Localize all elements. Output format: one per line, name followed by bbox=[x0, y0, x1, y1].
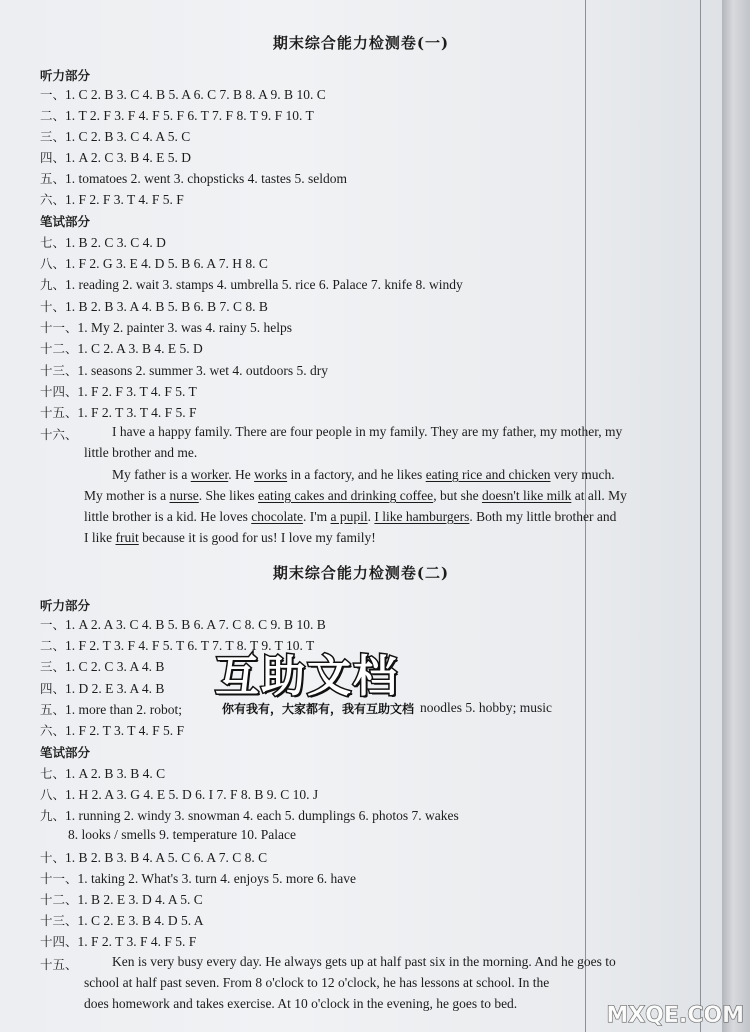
row-number: 七、 bbox=[40, 766, 66, 781]
answer-row bbox=[40, 700, 182, 718]
answer-row bbox=[40, 657, 164, 675]
essay-line: Ken is very busy every day. He always gets up at half past six in the morning. And he goes to bbox=[112, 954, 616, 969]
test2-title: 期末综合能力检测卷(二) bbox=[272, 564, 450, 582]
row-answers: 1. B 2. B 3. B 4. A 5. C 6. A 7. C 8. C bbox=[65, 850, 268, 865]
essay-number: 十六、 bbox=[40, 427, 78, 442]
answer-row bbox=[68, 827, 296, 843]
row-number: 十二、 bbox=[40, 341, 78, 356]
row-answers: 1. B 2. E 3. D 4. A 5. C bbox=[77, 892, 203, 907]
test1-written-label: 笔试部分 bbox=[40, 214, 91, 229]
row-number: 九、 bbox=[40, 808, 66, 823]
essay-line: little brother is a kid. He loves chocolate. I'm a pupil. I like hamburgers. Both my little brother and bbox=[84, 509, 617, 524]
answer-row bbox=[40, 932, 196, 950]
row-answers: 1. C 2. B 3. C 4. B 5. A 6. C 7. B 8. A 9. B 10. C bbox=[65, 87, 326, 102]
essay-line: I have a happy family. There are four people in my family. They are my father, my mother, my bbox=[112, 424, 623, 439]
row-answers: 1. D 2. E 3. A 4. B bbox=[65, 681, 165, 696]
row-number: 二、 bbox=[40, 108, 66, 123]
row-number: 三、 bbox=[40, 129, 66, 144]
row-answers: 1. reading 2. wait 3. stamps 4. umbrella 5. rice 6. Palace 7. knife 8. windy bbox=[65, 277, 463, 292]
answer-row bbox=[40, 127, 190, 145]
row-number: 五、 bbox=[40, 702, 66, 717]
answer-row bbox=[40, 361, 328, 379]
answer-row bbox=[40, 785, 318, 803]
row-answers: 1. C 2. E 3. B 4. D 5. A bbox=[77, 913, 204, 928]
essay-line: school at half past seven. From 8 o'clock to 12 o'clock, he has lessons at school. In the bbox=[84, 975, 550, 990]
row-answers: 1. F 2. F 3. T 4. F 5. T bbox=[77, 384, 197, 399]
row-number: 五、 bbox=[40, 171, 66, 186]
row-number: 一、 bbox=[40, 617, 66, 632]
row-number: 四、 bbox=[40, 681, 66, 696]
watermark-slogan: 你有我有，大家都有，我有互助文档 bbox=[222, 702, 415, 716]
row-answers: 1. C 2. B 3. C 4. A 5. C bbox=[65, 129, 191, 144]
row-number: 八、 bbox=[40, 787, 66, 802]
row-answers: 1. A 2. C 3. B 4. E 5. D bbox=[65, 150, 192, 165]
answer-row bbox=[40, 403, 197, 421]
answer-row bbox=[40, 848, 267, 866]
row-number: 六、 bbox=[40, 723, 66, 738]
corner-watermark: MXQE.COM bbox=[606, 1003, 744, 1028]
essay-line: I like fruit because it is good for us! I love my family! bbox=[84, 530, 376, 545]
row-answers: 1. T 2. F 3. F 4. F 5. F 6. T 7. F 8. T 9. F 10. T bbox=[65, 108, 314, 123]
row-answers: 1. B 2. B 3. A 4. B 5. B 6. B 7. C 8. B bbox=[65, 299, 268, 314]
row-number: 十、 bbox=[40, 299, 66, 314]
row-answers: 1. running 2. windy 3. snowman 4. each 5. dumplings 6. photos 7. wakes bbox=[65, 808, 459, 823]
answer-row bbox=[40, 869, 356, 887]
answer-row bbox=[40, 382, 197, 400]
answer-row bbox=[40, 148, 191, 166]
row-answers: 1. F 2. T 3. F 4. F 5. F bbox=[77, 934, 197, 949]
row-number: 三、 bbox=[40, 659, 66, 674]
answer-row bbox=[40, 275, 463, 293]
answer-row bbox=[40, 318, 292, 336]
answer-row bbox=[40, 233, 166, 251]
row-answers: 1. more than 2. robot; bbox=[65, 702, 182, 717]
row-answers: 8. looks / smells 9. temperature 10. Palace bbox=[68, 827, 296, 842]
row-answers: 1. A 2. A 3. C 4. B 5. B 6. A 7. C 8. C 9. B 10. B bbox=[65, 617, 326, 632]
row-number: 二、 bbox=[40, 638, 66, 653]
test2-listening-label: 听力部分 bbox=[40, 598, 91, 613]
row-answers: 1. seasons 2. summer 3. wet 4. outdoors 5. dry bbox=[77, 363, 328, 378]
answer-row bbox=[40, 615, 326, 633]
answer-row bbox=[40, 679, 164, 697]
watermark-logo: 互助文档 bbox=[215, 651, 399, 702]
row-answers: 1. My 2. painter 3. was 4. rainy 5. helps bbox=[77, 320, 292, 335]
answer-row bbox=[40, 169, 347, 187]
test2-written-label: 笔试部分 bbox=[40, 745, 91, 760]
answer-row bbox=[40, 106, 314, 124]
row-answers: 1. F 2. T 3. T 4. F 5. F bbox=[65, 723, 185, 738]
row-number: 四、 bbox=[40, 150, 66, 165]
row-answers: 1. H 2. A 3. G 4. E 5. D 6. I 7. F 8. B 9. C 10. J bbox=[65, 787, 319, 802]
row-number: 八、 bbox=[40, 256, 66, 271]
row-answers: 1. F 2. T 3. F 4. F 5. T 6. T 7. T 8. T 9. T 10. T bbox=[65, 638, 315, 653]
page-edge-line bbox=[700, 0, 701, 1032]
answer-row bbox=[40, 721, 184, 739]
row-number: 一、 bbox=[40, 87, 66, 102]
row-number: 十一、 bbox=[40, 320, 78, 335]
answer-row bbox=[40, 890, 203, 908]
answer-row bbox=[40, 764, 165, 782]
answer-row bbox=[40, 911, 204, 929]
row-answers: 1. taking 2. What's 3. turn 4. enjoys 5. more 6. have bbox=[77, 871, 357, 886]
row-number: 十三、 bbox=[40, 363, 78, 378]
answer-row bbox=[40, 190, 184, 208]
row-number: 十三、 bbox=[40, 913, 78, 928]
row-number: 十五、 bbox=[40, 405, 78, 420]
essay-line: My father is a worker. He works in a factory, and he likes eating rice and chicken very much. bbox=[112, 467, 615, 482]
row-answers: 1. F 2. F 3. T 4. F 5. F bbox=[65, 192, 184, 207]
answer-row bbox=[40, 85, 326, 103]
book-spine bbox=[722, 0, 750, 1032]
essay-line: does homework and takes exercise. At 10 o'clock in the evening, he goes to bed. bbox=[84, 996, 518, 1011]
row-answers: 1. B 2. C 3. C 4. D bbox=[65, 235, 166, 250]
answer-row bbox=[40, 297, 268, 315]
row-number: 十、 bbox=[40, 850, 66, 865]
row-answers: 1. C 2. A 3. B 4. E 5. D bbox=[77, 341, 203, 356]
essay-line: My mother is a nurse. She likes eating cakes and drinking coffee, but she doesn't like milk at all. My bbox=[84, 488, 627, 503]
row-number: 六、 bbox=[40, 192, 66, 207]
answer-row bbox=[40, 806, 459, 824]
row-answers: 1. tomatoes 2. went 3. chopsticks 4. tastes 5. seldom bbox=[65, 171, 347, 186]
row-answers: 1. A 2. B 3. B 4. C bbox=[65, 766, 166, 781]
test1-title: 期末综合能力检测卷(一) bbox=[272, 34, 450, 52]
answer-row bbox=[40, 254, 268, 272]
row-number: 十二、 bbox=[40, 892, 78, 907]
essay-number: 十五、 bbox=[40, 957, 78, 972]
row-answers: 1. F 2. T 3. T 4. F 5. F bbox=[77, 405, 197, 420]
row-answers: 1. C 2. C 3. A 4. B bbox=[65, 659, 165, 674]
row-number: 七、 bbox=[40, 235, 66, 250]
row-number: 十一、 bbox=[40, 871, 78, 886]
row-answers: 1. F 2. G 3. E 4. D 5. B 6. A 7. H 8. C bbox=[65, 256, 268, 271]
row-number: 十四、 bbox=[40, 934, 78, 949]
essay-line: little brother and me. bbox=[84, 445, 198, 460]
answer-row bbox=[40, 339, 203, 357]
test1-listening-label: 听力部分 bbox=[40, 68, 91, 83]
row-number: 九、 bbox=[40, 277, 66, 292]
row-answers-tail: noodles 5. hobby; music bbox=[420, 700, 552, 715]
row-number: 十四、 bbox=[40, 384, 78, 399]
